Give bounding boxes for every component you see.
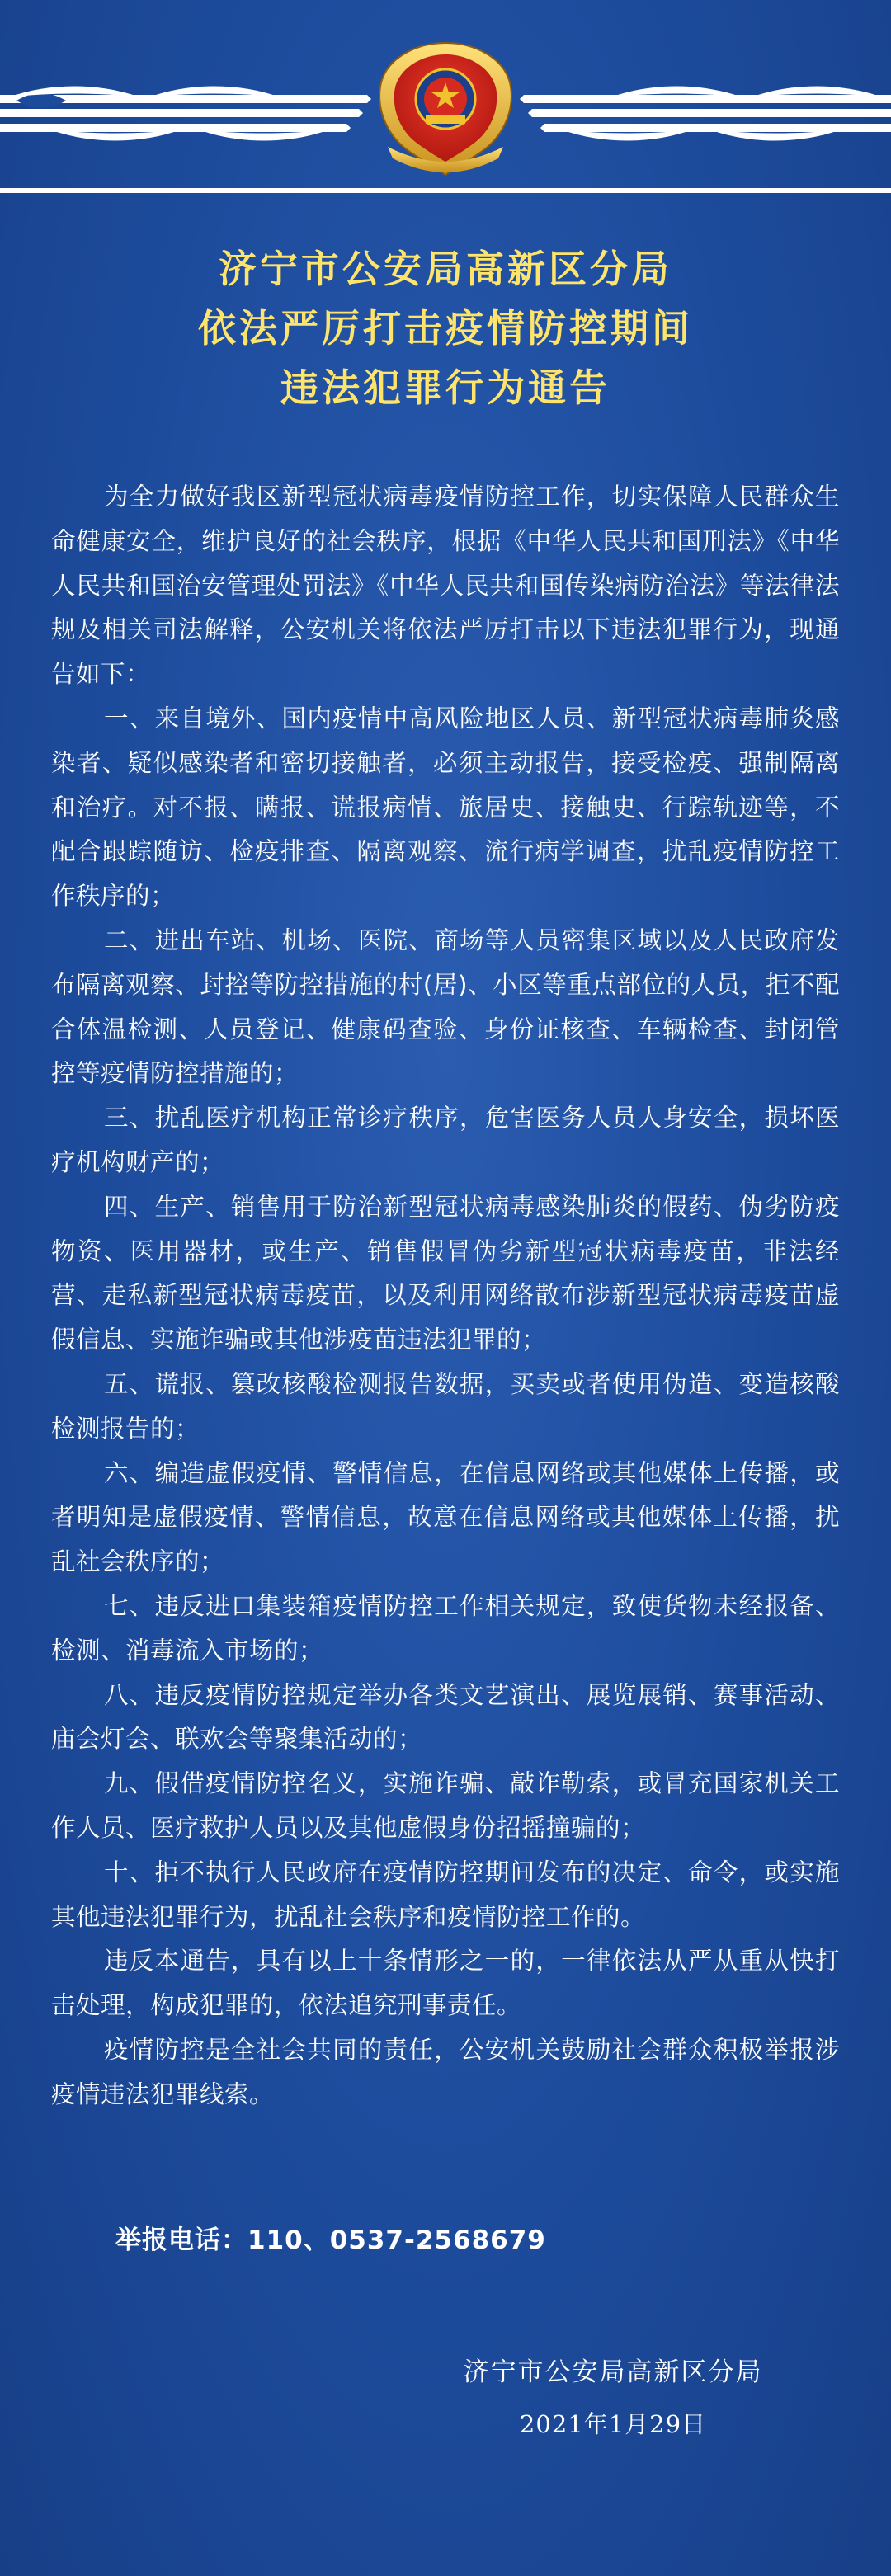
paragraph-item-6: 六、编造虚假疫情、警情信息，在信息网络或其他媒体上传播，或者明知是虚假疫情、警情信息，故意在信息网络或其他媒体上传播，扰乱社会秩序的； [51,1458,840,1576]
paragraph-item-4: 四、生产、销售用于防治新型冠状病毒感染肺炎的假药、伪劣防疫物资、医用器材，或生产、销售假冒伪劣新型冠状病毒疫苗，非法经营、走私新型冠状病毒疫苗，以及利用网络散布涉新型冠状病毒疫苗虚假信息、实施诈骗或其他涉疫苗违法犯罪的； [51,1192,840,1354]
right-wing-decoration [520,95,891,132]
signature-date: 2021年1月29日 [519,2410,707,2438]
paragraph-intro: 为全力做好我区新型冠状病毒疫情防控工作，切实保障人民群众生命健康安全，维护良好的社会秩序，根据《中华人民共和国刑法》《中华人民共和国治安管理处罚法》《中华人民共和国传染病防治法》等法律法规及相关司法解释，公安机关将依法严厉打击以下违法犯罪行为，现通告如下： [51,483,840,689]
paragraph-item-2: 二、进出车站、机场、医院、商场等人员密集区域以及人民政府发布隔离观察、封控等防控措施的村(居)、小区等重点部位的人员，拒不配合体温检测、人员登记、健康码查验、身份证核查、车辆检查、封闭管控等疫情防控措施的； [51,925,840,1088]
left-wing-decoration [0,93,371,132]
paragraph-item-10: 十、拒不执行人民政府在疫情防控期间发布的决定、命令，或实施其他违法犯罪行为，扰乱社会秩序和疫情防控工作的。 [51,1858,840,1931]
paragraph-item-5: 五、谎报、篡改核酸检测报告数据，买卖或者使用伪造、变造核酸检测报告的； [51,1369,840,1443]
notice-body [51,475,840,2117]
header-banner [0,0,891,198]
report-hotline: 举报电话：110、0537-2568679 [116,2225,546,2255]
paragraph-penalty: 违反本通告，具有以上十条情形之一的，一律依法从严从重从快打击处理，构成犯罪的，依法追究刑事责任。 [51,1947,840,2020]
paragraph-item-3: 三、扰乱医疗机构正常诊疗秩序，危害医务人员人身安全，损坏医疗机构财产的； [51,1104,840,1176]
title-line-3: 违法犯罪行为通告 [280,365,610,410]
signature-organization: 济宁市公安局高新区分局 [463,2357,763,2387]
header-divider [0,188,891,193]
paragraph-item-8: 八、违反疫情防控规定举办各类文艺演出、展览展销、赛事活动、庙会灯会、联欢会等聚集活动的； [51,1680,840,1754]
paragraph-item-1: 一、来自境外、国内疫情中高风险地区人员、新型冠状病毒肺炎感染者、疑似感染者和密切接触者，必须主动报告，接受检疫、强制隔离和治疗。对不报、瞒报、谎报病情、旅居史、接触史、行踪轨迹等，不配合跟踪随访、检疫排查、隔离观察、流行病学调查，扰乱疫情防控工作秩序的； [51,704,840,911]
paragraph-item-7: 七、违反进口集装箱疫情防控工作相关规定，致使货物未经报备、检测、消毒流入市场的； [51,1591,840,1665]
paragraph-closing: 疫情防控是全社会共同的责任，公安机关鼓励社会群众积极举报涉疫情违法犯罪线索。 [51,2035,840,2108]
paragraph-item-9: 九、假借疫情防控名义，实施诈骗、敲诈勒索，或冒充国家机关工作人员、医疗救护人员以及其他虚假身份招摇撞骗的； [51,1769,840,1842]
notice-title [0,239,891,417]
title-line-1: 济宁市公安局高新区分局 [219,247,672,291]
police-emblem [380,43,512,175]
title-line-2: 依法严厉打击疫情防控期间 [198,306,693,351]
header-graphic [0,0,891,198]
